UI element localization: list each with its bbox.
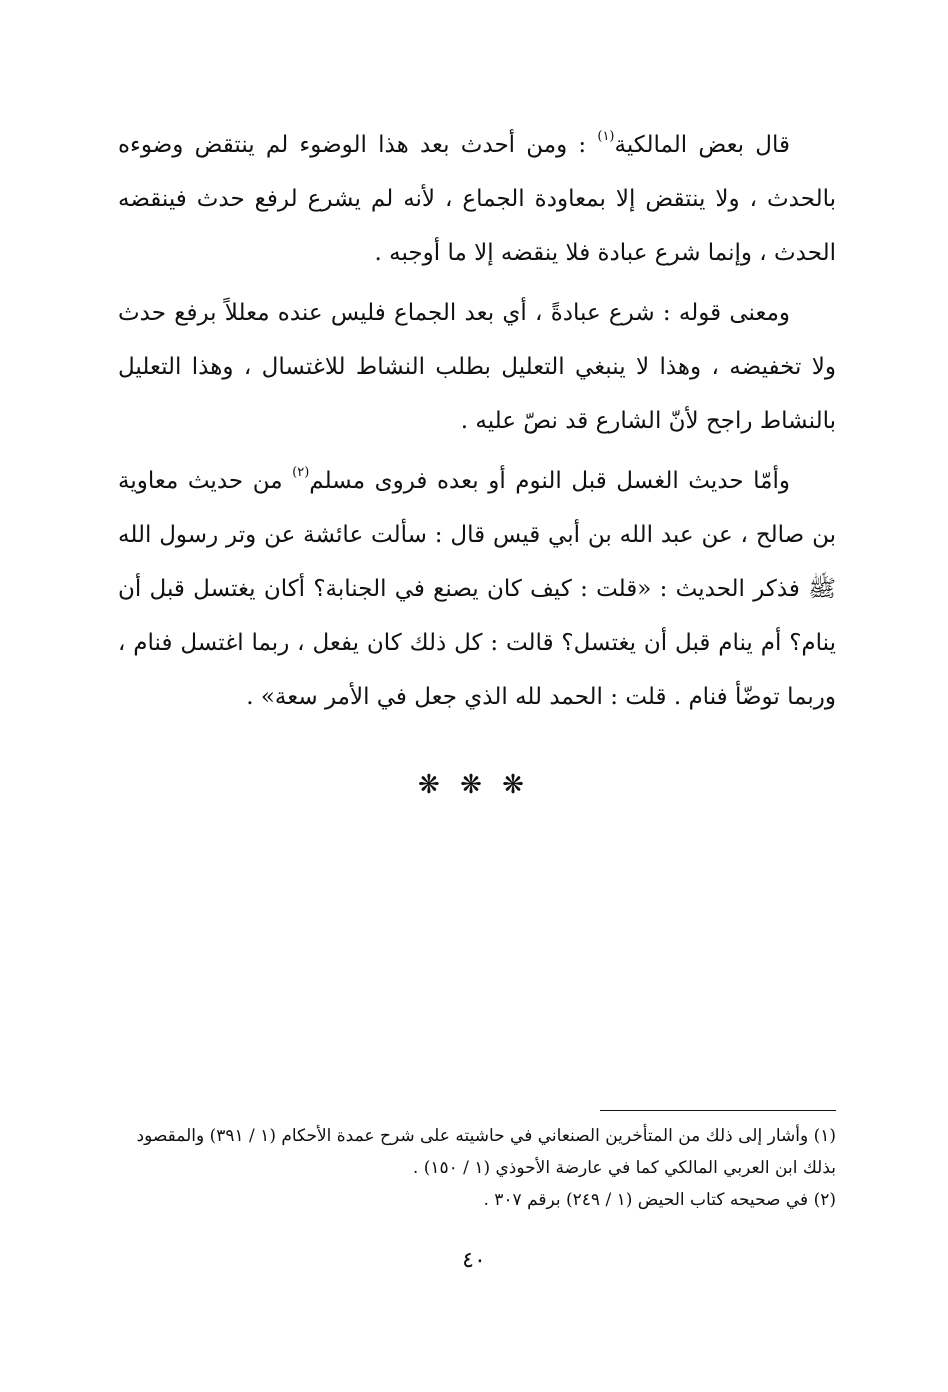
paragraph-1: [118, 118, 836, 280]
section-separator: ❋ ❋ ❋: [418, 770, 530, 800]
main-text: [118, 118, 836, 728]
page-number: ٤٠: [462, 1248, 486, 1273]
paragraph-2-text: ومعنى قوله : شرع عبادةً ، أي بعد الجماع فليس عنده معللاً برفع حدث ولا تخفيضه ، وهذا لا ينبغي التعليل بطلب النشاط للاغتسال ، وهذا التعليل بالنشاط راجح لأنّ الشارع قد نصّ عليه .: [118, 300, 836, 434]
footnote-1: (١) وأشار إلى ذلك من المتأخرين الصنعاني في حاشيته على شرح عمدة الأحكام (١ / ٣٩١) والمقصود بذلك ابن العربي المالكي كما في عارضة الأحوذي (١ / ١٥٠) .: [136, 1126, 836, 1178]
paragraph-1-end: : ومن أحدث بعد هذا الوضوء لم ينتقض وضوءه بالحدث ، ولا ينتقض إلا بمعاودة الجماع ، لأنه لم يشرع لرفع حدث فينقضه الحدث ، وإنما شرع عبادة فلا ينقضه إلا ما أوجبه .: [118, 132, 836, 266]
paragraph-3-end: من حديث معاوية بن صالح ، عن عبد الله بن أبي قيس قال : سألت عائشة عن وتر رسول الله ﷺ فذكر الحديث : «قلت : كيف كان يصنع في الجنابة؟ أكان يغتسل قبل أن ينام؟ أم ينام قبل أن يغتسل؟ قالت : كل ذلك كان يفعل ، ربما اغتسل فنام ، وربما توضّأ فنام . قلت : الحمد لله الذي جعل في الأمر سعة» .: [118, 468, 836, 710]
paragraph-3: [118, 454, 836, 724]
footnotes: [118, 1120, 836, 1216]
footnote-2: (٢) في صحيحه كتاب الحيض (١ / ٢٤٩) برقم ٣٠٧ .: [483, 1190, 836, 1210]
footnote-ref-1: (١): [597, 129, 615, 144]
paragraph-2: [118, 286, 836, 448]
paragraph-1-start: قال بعض المالكية: [614, 132, 790, 158]
footnote-divider: [600, 1110, 836, 1111]
footnote-ref-2: (٢): [292, 465, 310, 480]
paragraph-3-start: وأمّا حديث الغسل قبل النوم أو بعده فروى مسلم: [309, 468, 790, 494]
